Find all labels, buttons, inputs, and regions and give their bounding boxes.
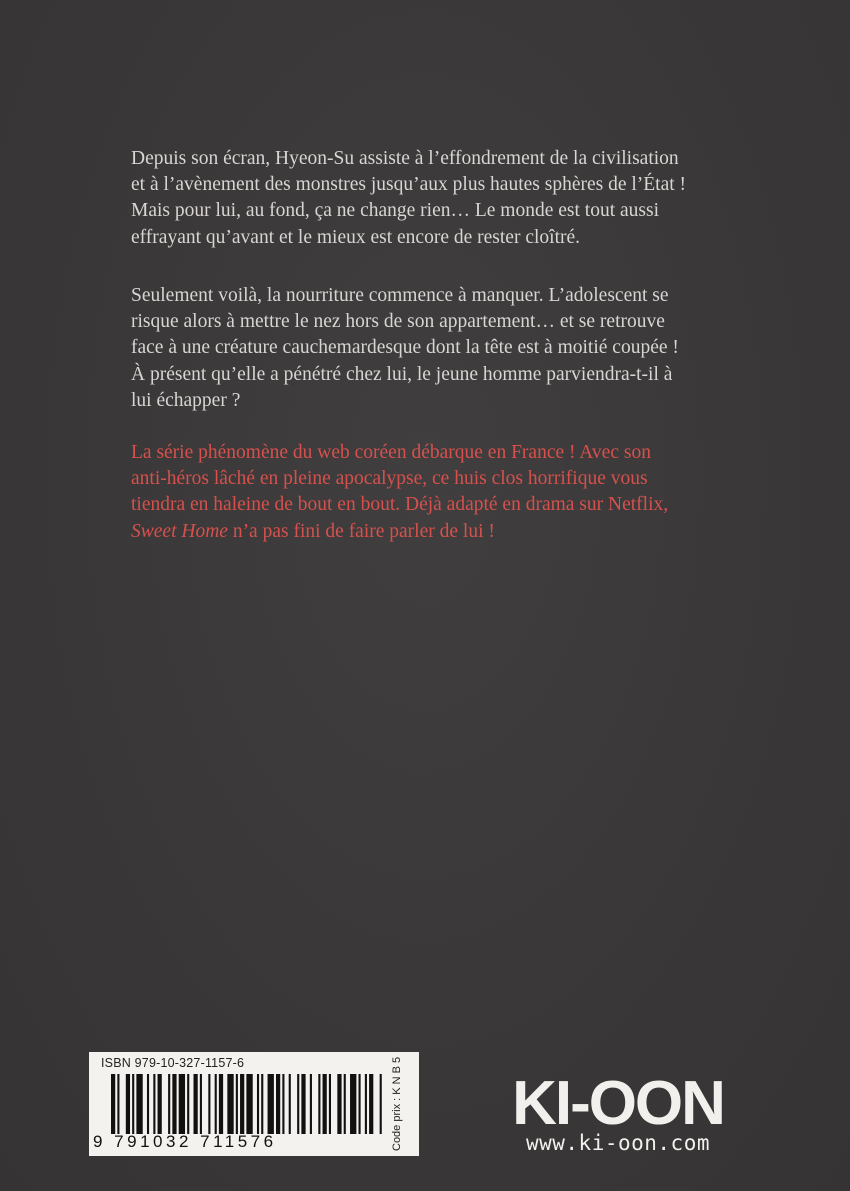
- text-line: À présent qu’elle a pénétré chez lui, le jeune homme parviendra-t-il à: [131, 363, 673, 385]
- barcode-bar: [200, 1074, 202, 1134]
- text-line: et à l’avènement des monstres jusqu’aux plus hautes sphères de l’État !: [131, 174, 687, 196]
- barcode-bar: [310, 1074, 312, 1134]
- text-line: [131, 519, 731, 545]
- barcode-bar: [168, 1074, 170, 1134]
- barcode-bar: [179, 1074, 185, 1134]
- barcode-bar: [227, 1074, 233, 1134]
- barcode-bar: [301, 1074, 305, 1134]
- barcode-bar: [208, 1074, 210, 1134]
- barcode-bar: [268, 1074, 274, 1134]
- logo-url: www.ki-oon.com: [525, 1131, 710, 1155]
- promo-paragraph: [131, 440, 731, 545]
- text-line: La série phénomène du web coréen débarque en France ! Avec son: [131, 442, 651, 463]
- barcode-bar: [289, 1074, 291, 1134]
- text-line: risque alors à mettre le nez hors de son appartement… et se retrouve: [131, 311, 665, 333]
- barcode-bar: [369, 1074, 373, 1134]
- barcode-bar: [240, 1074, 244, 1134]
- barcode-bar: [111, 1074, 115, 1134]
- barcode-digits: 9 791032 711576: [93, 1132, 277, 1151]
- barcode-bar: [132, 1074, 134, 1134]
- barcode-bar: [261, 1074, 263, 1134]
- barcode-bar: [194, 1074, 198, 1134]
- barcode-bar: [337, 1074, 341, 1134]
- synopsis-paragraph-1: [131, 146, 731, 251]
- barcode-bar: [158, 1074, 162, 1134]
- barcode-bar: [153, 1074, 155, 1134]
- barcode-bar: [187, 1074, 189, 1134]
- text-line: anti-héros lâché en pleine apocalypse, ce huis clos horrifique vous: [131, 468, 648, 490]
- barcode-bar: [136, 1074, 142, 1134]
- text-line: tiendra en haleine de bout en bout. Déjà adapté en drama sur Netflix,: [131, 494, 669, 516]
- barcode-bar: [344, 1074, 346, 1134]
- barcode-bar: [297, 1074, 299, 1134]
- barcode-bar: [282, 1074, 284, 1134]
- barcode-bar: [329, 1074, 331, 1134]
- publisher-logo: [508, 1069, 728, 1163]
- barcode-bar: [276, 1074, 280, 1134]
- barcode-bar: [246, 1074, 252, 1134]
- text-line: Mais pour lui, au fond, ça ne change rien… Le monde est tout aussi: [131, 200, 659, 222]
- barcode-bar: [318, 1074, 320, 1134]
- text-line: Seulement voilà, la nourriture commence à manquer. L’adolescent se: [131, 285, 669, 306]
- barcode-bar: [380, 1074, 382, 1134]
- barcode-bar: [215, 1074, 217, 1134]
- barcode-bars: [111, 1074, 386, 1134]
- barcode-bar: [350, 1074, 356, 1134]
- barcode-bar: [172, 1074, 176, 1134]
- barcode-bar: [257, 1074, 259, 1134]
- barcode-bar: [359, 1074, 361, 1134]
- barcode-bar: [219, 1074, 223, 1134]
- price-code: Code prix : K N B 5: [391, 1056, 403, 1152]
- barcode-box: [89, 1052, 419, 1156]
- barcode-bar: [147, 1074, 149, 1134]
- barcode-bar: [117, 1074, 119, 1134]
- barcode-bar: [365, 1074, 367, 1134]
- barcode-bar: [236, 1074, 238, 1134]
- text-line: Depuis son écran, Hyeon-Su assiste à l’effondrement de la civilisation: [131, 148, 679, 169]
- text-line: effrayant qu’avant et le mieux est encore de rester cloîtré.: [131, 226, 581, 248]
- logo-word: KI-OON: [512, 1069, 724, 1138]
- barcode-bar: [126, 1074, 130, 1134]
- synopsis-paragraph-2: [131, 283, 731, 414]
- text-line-rest: n’a pas fini de faire parler de lui !: [227, 520, 495, 542]
- text-line: lui échapper ?: [131, 389, 241, 411]
- barcode-bar: [323, 1074, 327, 1134]
- isbn-label: ISBN 979-10-327-1157-6: [101, 1056, 245, 1070]
- text-line: face à une créature cauchemardesque dont la tête est à moitié coupée !: [131, 337, 679, 359]
- book-title: Sweet Home: [131, 520, 228, 542]
